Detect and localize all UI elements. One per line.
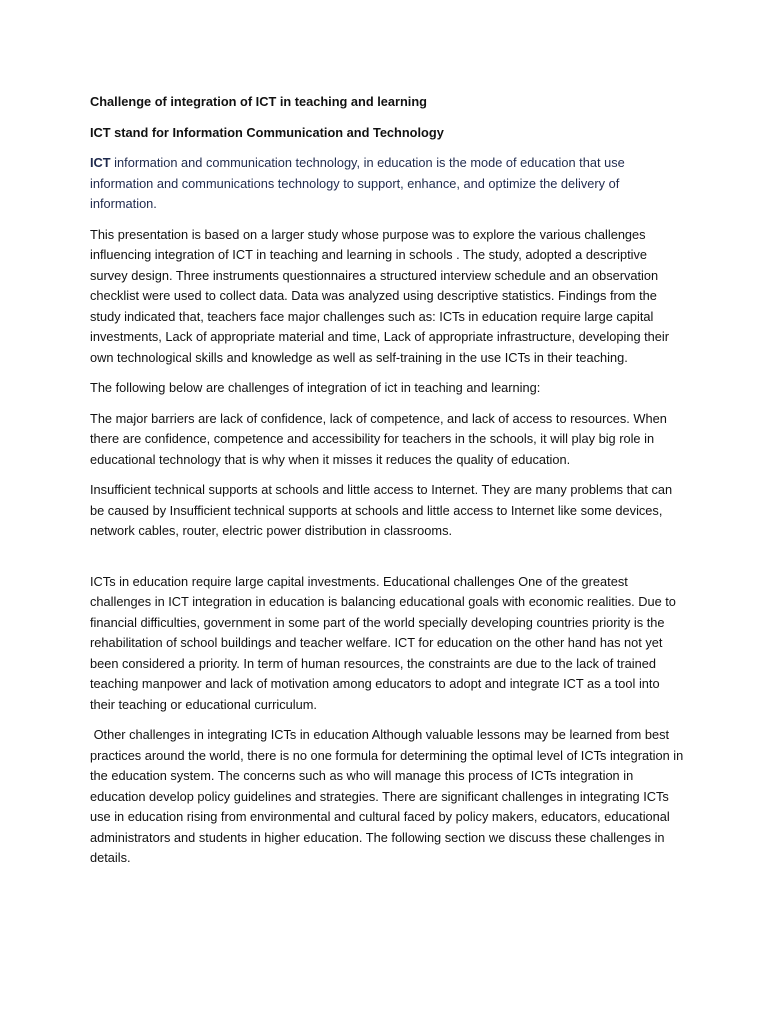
definition-paragraph (90, 153, 686, 215)
other-challenges-paragraph: Other challenges in integrating ICTs in education Although valuable lessons may be learned from best practices around the world, there is no one formula for determining the optimal level of ICTs integration in the education system. The concerns such as who will manage this process of ICTs integration in education develop policy guidelines and strategies. There are significant challenges in integrating ICTs use in education rising from environmental and cultural faced by policy makers, educators, educational administrators and students in higher education. The following section we discuss these challenges in details. (90, 727, 684, 865)
barriers-paragraph: The major barriers are lack of confidence, lack of competence, and lack of access to resources. When there are confidence, competence and accessibility for teachers in the schools, it will play big role in educational technology that is why when it misses it reduces the quality of education. (90, 410, 667, 467)
definition-term: ICT (90, 155, 111, 170)
document-subtitle: ICT stand for Information Communication and Technology (90, 124, 444, 140)
definition-text: information and communication technology, in education is the mode of education that use information and communications technology to support, enhance, and optimize the delivery of information. (90, 155, 625, 211)
technical-support-paragraph: Insufficient technical supports at schools and little access to Internet. They are many problems that can be caused by Insufficient technical supports at schools and little access to Internet like some devices, network cables, router, electric power distribution in classrooms. (90, 482, 673, 538)
study-paragraph: This presentation is based on a larger study whose purpose was to explore the various challenges influencing integration of ICT in teaching and learning in schools . The study, adopted a descriptive survey design. Three instruments questionnaires a structured interview schedule and an observation checklist were used to collect data. Data was analyzed using descriptive statistics. Findings from the study indicated that, teachers face major challenges such as: ICTs in education require large capital investments, Lack of appropriate material and time, Lack of appropriate infrastructure, developing their own technological skills and knowledge as well as self-training in the use ICTs in their teaching. (90, 226, 670, 365)
capital-investment-paragraph: ICTs in education require large capital investments. Educational challenges One of the greatest challenges in ICT integration in education is balancing educational goals with economic realities. Due to financial difficulties, government in some part of the world specially developing countries priority is the rehabilitation of school buildings and teacher welfare. ICT for education on the other hand has not yet been considered a priority. In term of human resources, the constraints are due to the lack of trained teaching manpower and lack of motivation among educators to adopt and integrate ICT as a tool into their teaching or educational curriculum. (90, 573, 676, 712)
document-page (90, 92, 686, 879)
document-title: Challenge of integration of ICT in teaching and learning (90, 94, 427, 109)
challenges-intro-paragraph: The following below are challenges of integration of ict in teaching and learning: (90, 380, 541, 395)
